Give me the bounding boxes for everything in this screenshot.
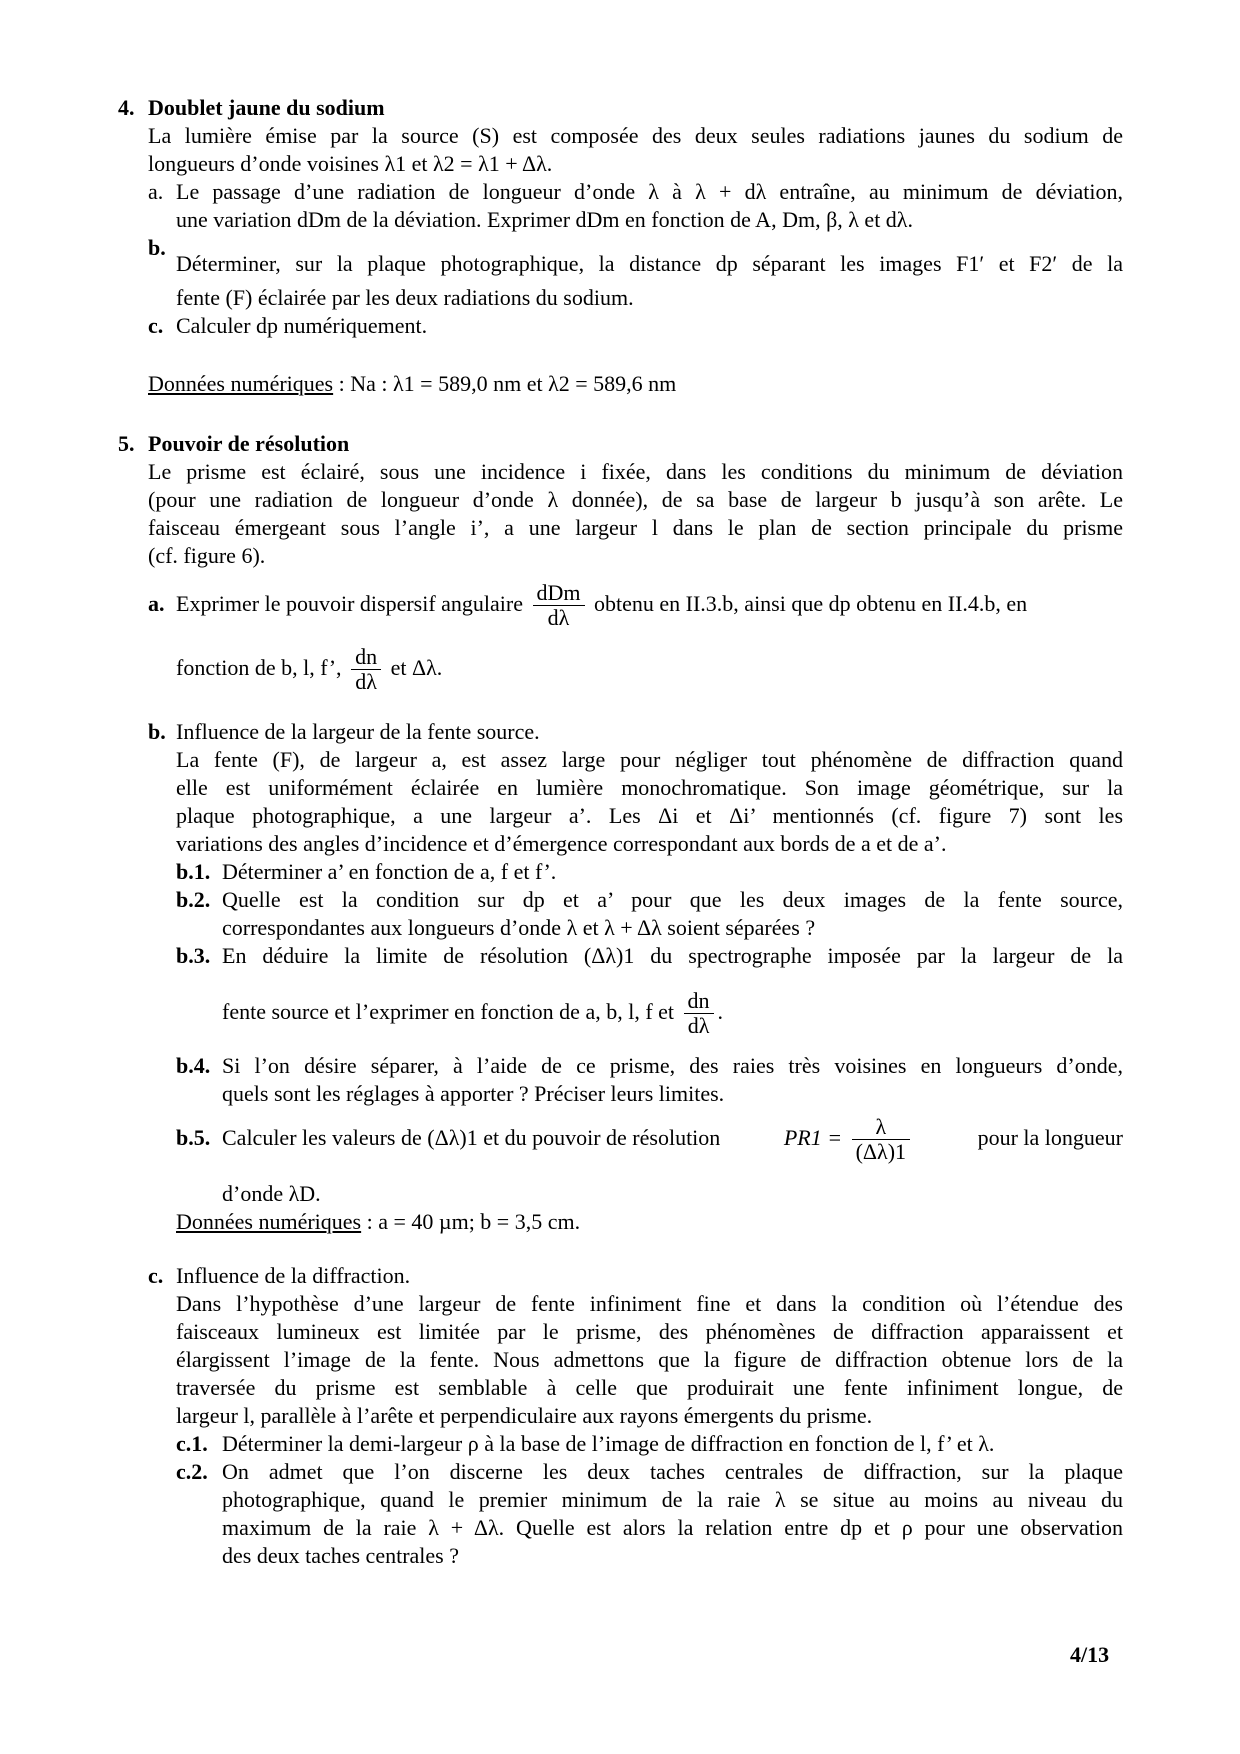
- q5-b5-fraction-denominator: (Δλ)1: [855, 1139, 907, 1165]
- q5-b-para-line-2: elle est uniformément éclairée en lumière monochromatique. Son image géométrique, sur la: [176, 775, 1123, 800]
- q5-c2-line-3: maximum de la raie λ + Δλ. Quelle est alors la relation entre dp et ρ pour une observation: [222, 1515, 1123, 1540]
- q5-a-label: a.: [148, 591, 165, 616]
- q5-b3-line-2-pre: fente source et l’exprimer en fonction de a, b, l, f et: [222, 999, 675, 1024]
- q5-c2-line-2: photographique, quand le premier minimum de la raie λ se situe au moins au niveau du: [222, 1487, 1123, 1512]
- q5-b3-line-1: En déduire la limite de résolution (Δλ)1 du spectrographe imposée par la largeur de la: [222, 943, 1123, 968]
- q5-b5-line-1: [222, 1106, 1123, 1170]
- q5-b-data-text: : a = 40 µm; b = 3,5 cm.: [361, 1209, 581, 1234]
- q5-a2-fraction-denominator: dλ: [355, 669, 377, 695]
- q5-b3-fraction-numerator: dn: [684, 989, 714, 1014]
- q4-b-line-2: fente (F) éclairée par les deux radiations du sodium.: [176, 285, 634, 310]
- q5-b1-label: b.1.: [176, 859, 211, 884]
- q5-c-para-line-5: largeur l, parallèle à l’arête et perpendiculaire aux rayons émergents du prisme.: [176, 1403, 873, 1428]
- q5-intro-line-2: (pour une radiation de longueur d’onde λ donnée), de sa base de largeur b jusqu’à son arête. Le: [148, 487, 1123, 512]
- q4-c-label: c.: [148, 313, 164, 338]
- q5-title: Pouvoir de résolution: [148, 431, 350, 456]
- q5-b5-line-1-pre: Calculer les valeurs de (Δλ)1 et du pouvoir de résolution: [222, 1125, 721, 1150]
- q5-b5-fraction-numerator: λ: [852, 1115, 910, 1140]
- q5-b5-line-1-post: pour la longueur: [977, 1125, 1123, 1150]
- q5-a-fraction-numerator: dDm: [533, 581, 585, 606]
- q5-b2-label: b.2.: [176, 887, 211, 912]
- page-number: 4/13: [1070, 1642, 1110, 1667]
- q5-c1-label: c.1.: [176, 1431, 208, 1456]
- q5-b5-line-2: d’onde λD.: [222, 1181, 321, 1206]
- q5-b3-line-2-post: .: [717, 999, 724, 1024]
- q5-b4-line-1: Si l’on désire séparer, à l’aide de ce prisme, des raies très voisines en longueurs d’onde,: [222, 1053, 1123, 1078]
- q5-a-line-2: [176, 636, 442, 700]
- q5-b-title: Influence de la largeur de la fente source.: [176, 719, 540, 744]
- q5-a-line-1-pre: Exprimer le pouvoir dispersif angulaire: [176, 591, 524, 616]
- q4-a-line-1: Le passage d’une radiation de longueur d’onde λ à λ + dλ entraîne, au minimum de déviation,: [176, 179, 1123, 204]
- q5-b2-line-1: Quelle est la condition sur dp et a’ pour que les deux images de la fente source,: [222, 887, 1123, 912]
- q5-b5-label: b.5.: [176, 1125, 211, 1150]
- q4-heading: [118, 94, 385, 122]
- q4-intro-line-1: La lumière émise par la source (S) est composée des deux seules radiations jaunes du sodium de: [148, 123, 1123, 148]
- q5-a-fraction: [533, 581, 585, 630]
- q4-b-label: b.: [148, 235, 166, 260]
- q5-b3-fraction-denominator: dλ: [687, 1013, 710, 1039]
- q5-c-title: Influence de la diffraction.: [176, 1263, 411, 1288]
- q5-b1-text: Déterminer a’ en fonction de a, f et f’.: [222, 859, 557, 884]
- q5-a-line-1-post: obtenu en II.3.b, ainsi que dp obtenu en II.4.b, en: [594, 591, 1028, 616]
- q5-b3-label: b.3.: [176, 943, 211, 968]
- q5-b-data-label: Données numériques: [176, 1209, 362, 1234]
- q5-number: 5.: [118, 431, 135, 456]
- q5-b3-line-2: [222, 980, 723, 1044]
- q5-b-label: b.: [148, 719, 166, 744]
- q5-intro-line-1: Le prisme est éclairé, sous une incidence i fixée, dans les conditions du minimum de déviation: [148, 459, 1123, 484]
- q4-data-label: Données numériques: [148, 371, 334, 396]
- q4-data-text: : Na : λ1 = 589,0 nm et λ2 = 589,6 nm: [333, 371, 677, 396]
- q5-c2-line-4: des deux taches centrales ?: [222, 1543, 459, 1568]
- q5-c2-label: c.2.: [176, 1459, 208, 1484]
- q5-c-label: c.: [148, 1263, 164, 1288]
- q5-a-line-1: [176, 572, 1027, 636]
- q5-a-line-2-pre: fonction de b, l, f’,: [176, 655, 342, 680]
- q4-data: [148, 370, 676, 398]
- q5-c-para-line-4: traversée du prisme est semblable à celle que produirait une fente infiniment longue, de: [176, 1375, 1123, 1400]
- q5-c-para-line-2: faisceaux lumineux est limitée par le prisme, des phénomènes de diffraction apparaissent et: [176, 1319, 1123, 1344]
- q5-c1-text: Déterminer la demi-largeur ρ à la base de l’image de diffraction en fonction de l, f’ et λ.: [222, 1431, 995, 1456]
- q4-intro-line-2: longueurs d’onde voisines λ1 et λ2 = λ1 + Δλ.: [148, 151, 553, 176]
- q5-b2-line-2: correspondantes aux longueurs d’onde λ et λ + Δλ soient séparées ?: [222, 915, 816, 940]
- q5-heading: [118, 430, 349, 458]
- q5-b-para-line-3: plaque photographique, a une largeur a’. Les Δi et Δi’ mentionnés (cf. figure 7) sont les: [176, 803, 1123, 828]
- q5-b3-fraction: [684, 989, 714, 1038]
- q5-b4-line-2: quels sont les réglages à apporter ? Préciser leurs limites.: [222, 1081, 725, 1106]
- q5-b5-pr: PR1 =: [783, 1125, 843, 1150]
- q5-intro-line-3: faisceau émergeant sous l’angle i’, a une largeur l dans le plan de section principale du prisme: [148, 515, 1123, 540]
- q5-b5-formula: [784, 1106, 914, 1170]
- q5-a-line-2-post: et Δλ.: [390, 655, 443, 680]
- q5-c2-line-1: On admet que l’on discerne les deux taches centrales de diffraction, sur la plaque: [222, 1459, 1123, 1484]
- q4-b-line-1: Déterminer, sur la plaque photographique, la distance dp séparant les images F1′ et F2′ de la: [176, 251, 1123, 276]
- q4-number: 4.: [118, 95, 135, 120]
- q5-a-fraction-denominator: dλ: [547, 605, 570, 631]
- q5-b-para-line-1: La fente (F), de largeur a, est assez large pour négliger tout phénomène de diffraction quand: [176, 747, 1123, 772]
- q4-c-line-1: Calculer dp numériquement.: [176, 313, 428, 338]
- q5-c-para-line-3: élargissent l’image de la fente. Nous admettons que la figure de diffraction obtenue lors de la: [176, 1347, 1123, 1372]
- q5-c-para-line-1: Dans l’hypothèse d’une largeur de fente infiniment fine et dans la condition où l’étendue des: [176, 1291, 1123, 1316]
- q4-a-line-2: une variation dDm de la déviation. Exprimer dDm en fonction de A, Dm, β, λ et dλ.: [176, 207, 913, 232]
- q4-a-label: a.: [148, 179, 164, 204]
- q4-title: Doublet jaune du sodium: [148, 95, 385, 120]
- q5-a2-fraction-numerator: dn: [351, 645, 381, 670]
- q5-b-data: [176, 1208, 580, 1236]
- q5-b5-fraction: [852, 1115, 910, 1164]
- q5-b-para-line-4: variations des angles d’incidence et d’émergence correspondant aux bords de a et de a’.: [176, 831, 947, 856]
- q5-a2-fraction: [351, 645, 381, 694]
- q5-intro-line-4: (cf. figure 6).: [148, 543, 266, 568]
- q5-b4-label: b.4.: [176, 1053, 211, 1078]
